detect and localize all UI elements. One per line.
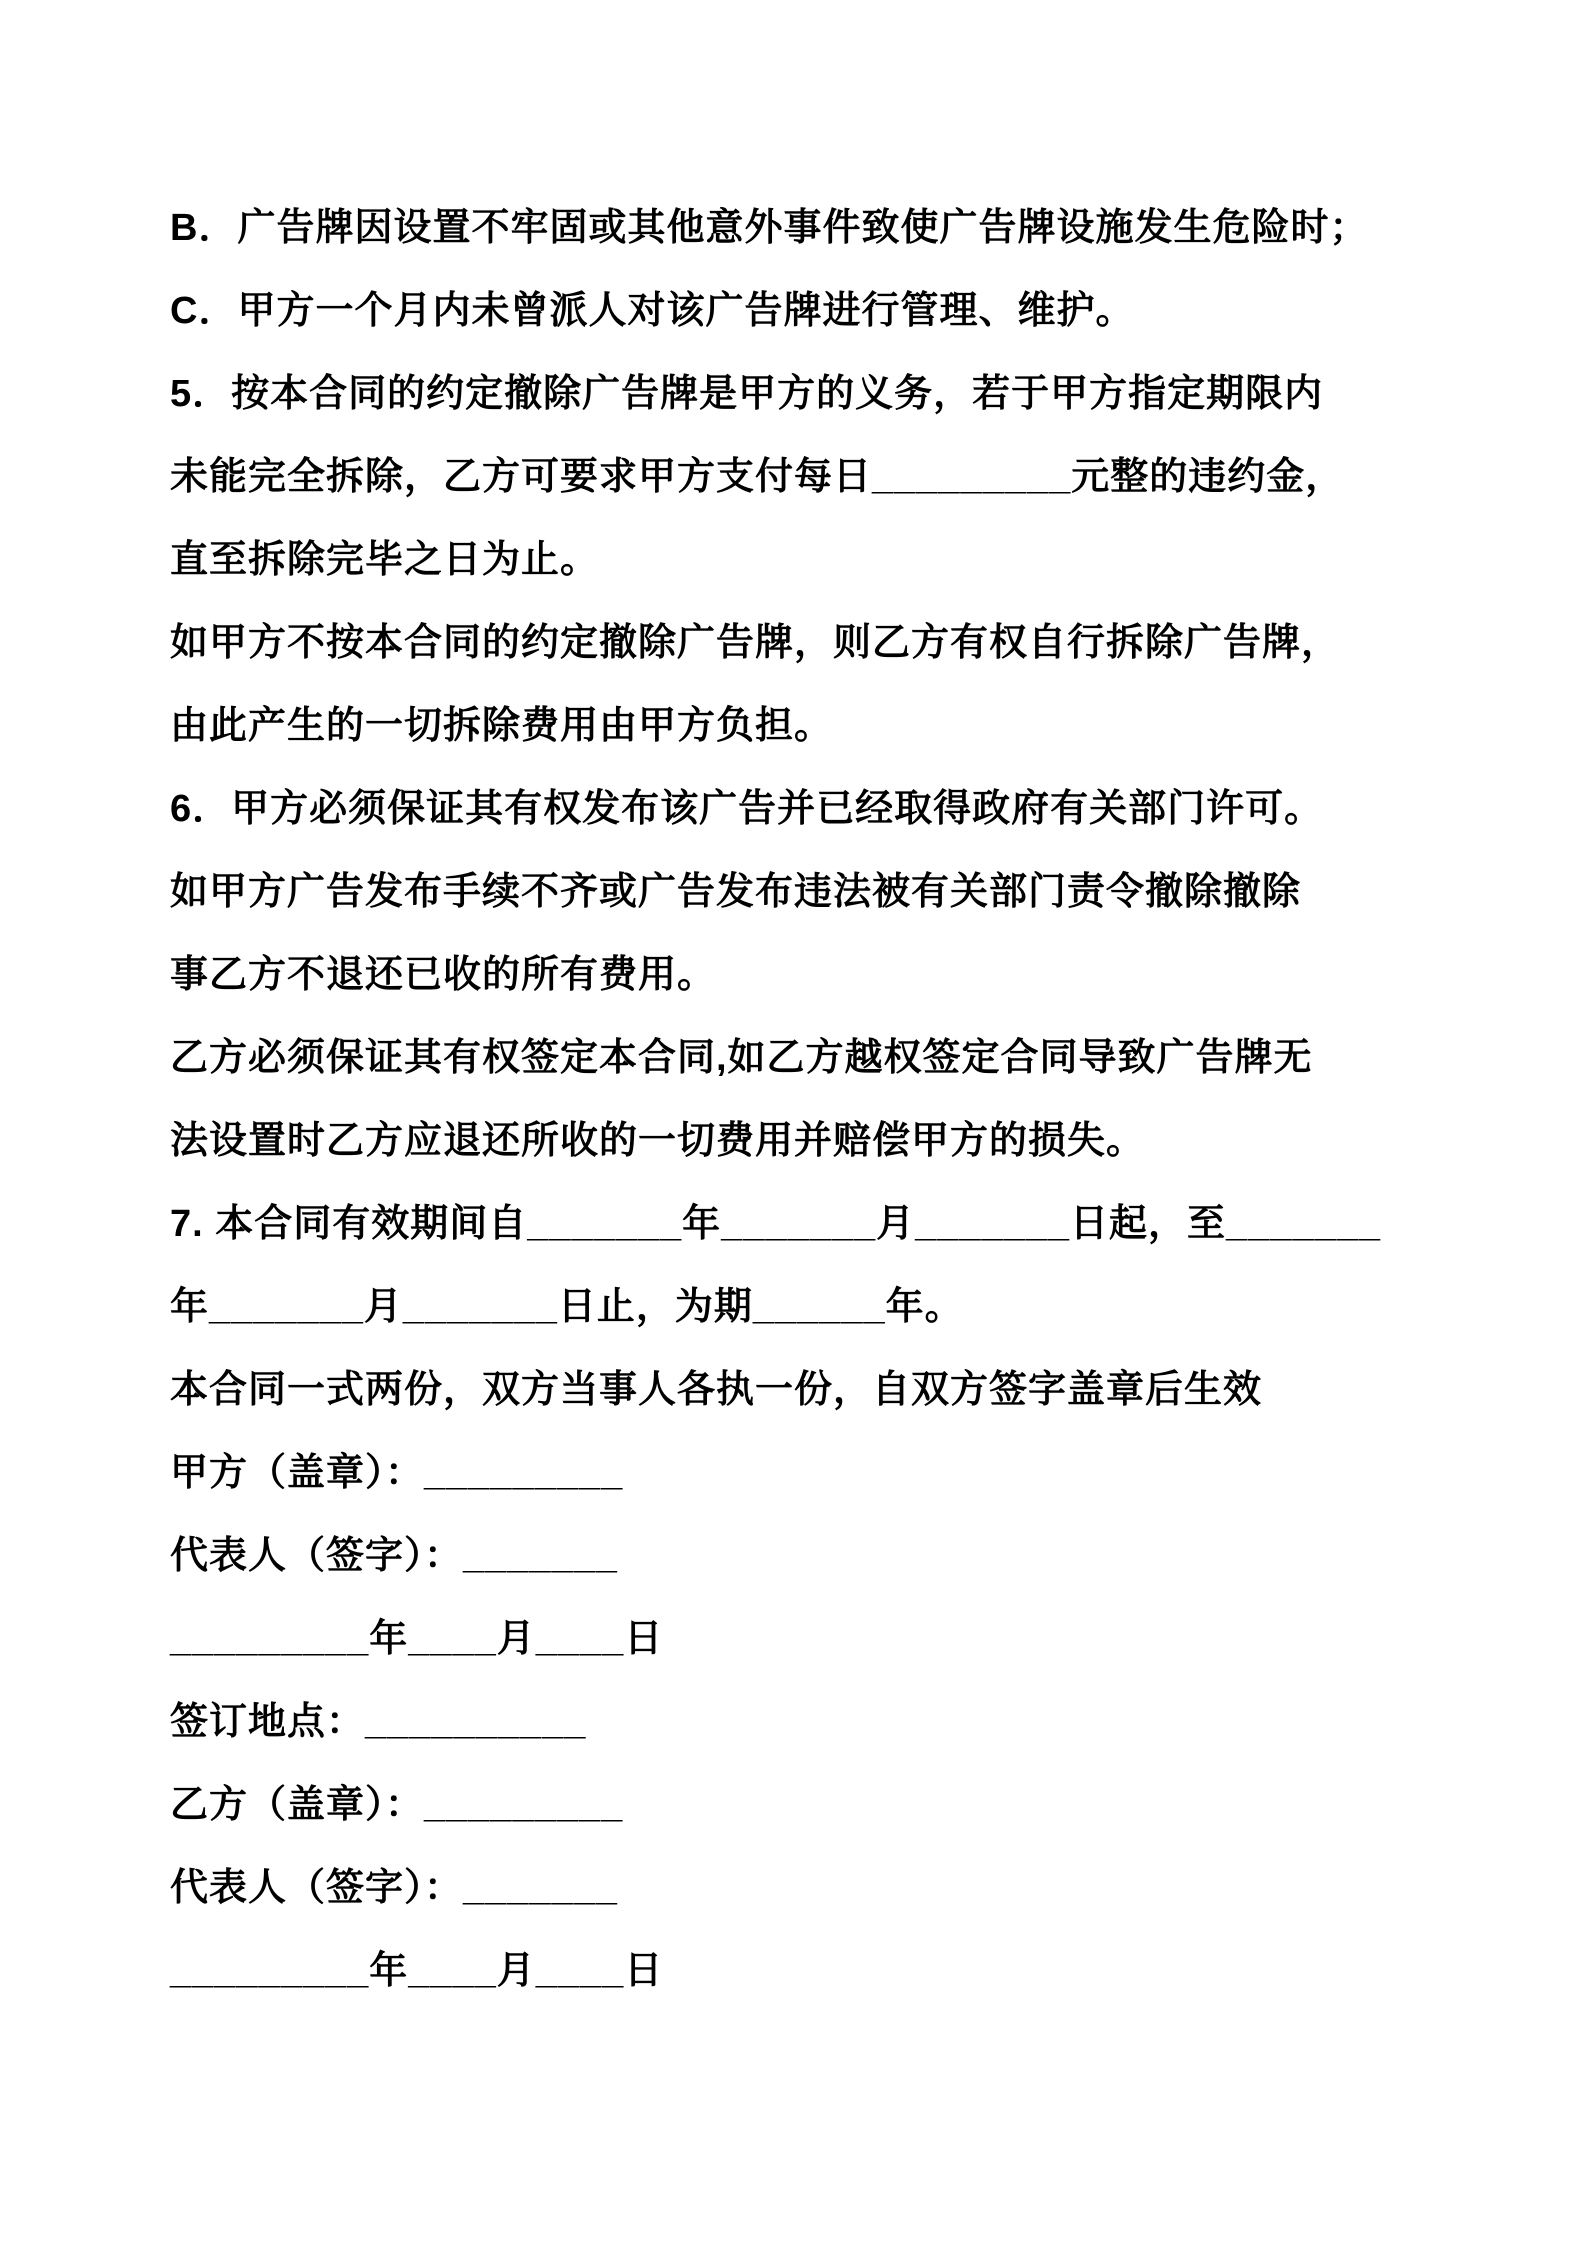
text-line: 由此产生的一切拆除费用由甲方负担。 bbox=[170, 705, 834, 747]
text-line: 乙方必须保证其有权签定本合同,如乙方越权签定合同导致广告牌无 bbox=[170, 1037, 1313, 1079]
text-line: 直至拆除完毕之日为止。 bbox=[170, 539, 600, 581]
text-line: B．广告牌因设置不牢固或其他意外事件致使广告牌设施发生危险时； bbox=[170, 207, 1369, 249]
text-line: 事乙方不退还已收的所有费用。 bbox=[170, 954, 717, 996]
text-line: 本合同一式两份，双方当事人各执一份，自双方签字盖章后生效 bbox=[170, 1369, 1263, 1411]
text-line: 如甲方不按本合同的约定撤除广告牌，则乙方有权自行拆除广告牌， bbox=[170, 622, 1341, 664]
text-line-party-b-representative: 代表人（签字）：_______ bbox=[170, 1867, 618, 1909]
contract-text-body bbox=[170, 187, 1466, 2013]
text-line-party-b-seal: 乙方（盖章）：_________ bbox=[170, 1784, 624, 1826]
text-line: C．甲方一个月内未曾派人对该广告牌进行管理、维护。 bbox=[170, 290, 1135, 332]
text-line-party-a-seal: 甲方（盖章）：_________ bbox=[170, 1452, 624, 1494]
text-line: 6．甲方必须保证其有权发布该广告并已经取得政府有关部门许可。 bbox=[170, 788, 1324, 830]
text-line: 法设置时乙方应退还所收的一切费用并赔偿甲方的损失。 bbox=[170, 1120, 1146, 1162]
text-line: 未能完全拆除，乙方可要求甲方支付每日_________元整的违约金， bbox=[170, 456, 1345, 498]
text-line: 年_______月_______日止，为期______年。 bbox=[170, 1286, 964, 1328]
text-line-party-b-date: _________年____月____日 bbox=[170, 1950, 664, 1992]
text-line: 7. 本合同有效期间自_______年_______月_______日起，至_______ bbox=[170, 1203, 1381, 1245]
text-line-signing-place: 签订地点：__________ bbox=[170, 1701, 587, 1743]
text-line: 5．按本合同的约定撤除广告牌是甲方的义务，若于甲方指定期限内 bbox=[170, 373, 1324, 415]
text-line-party-a-date: _________年____月____日 bbox=[170, 1618, 664, 1660]
text-line: 如甲方广告发布手续不齐或广告发布违法被有关部门责令撤除撤除 bbox=[170, 871, 1302, 913]
text-line-party-a-representative: 代表人（签字）：_______ bbox=[170, 1535, 618, 1577]
